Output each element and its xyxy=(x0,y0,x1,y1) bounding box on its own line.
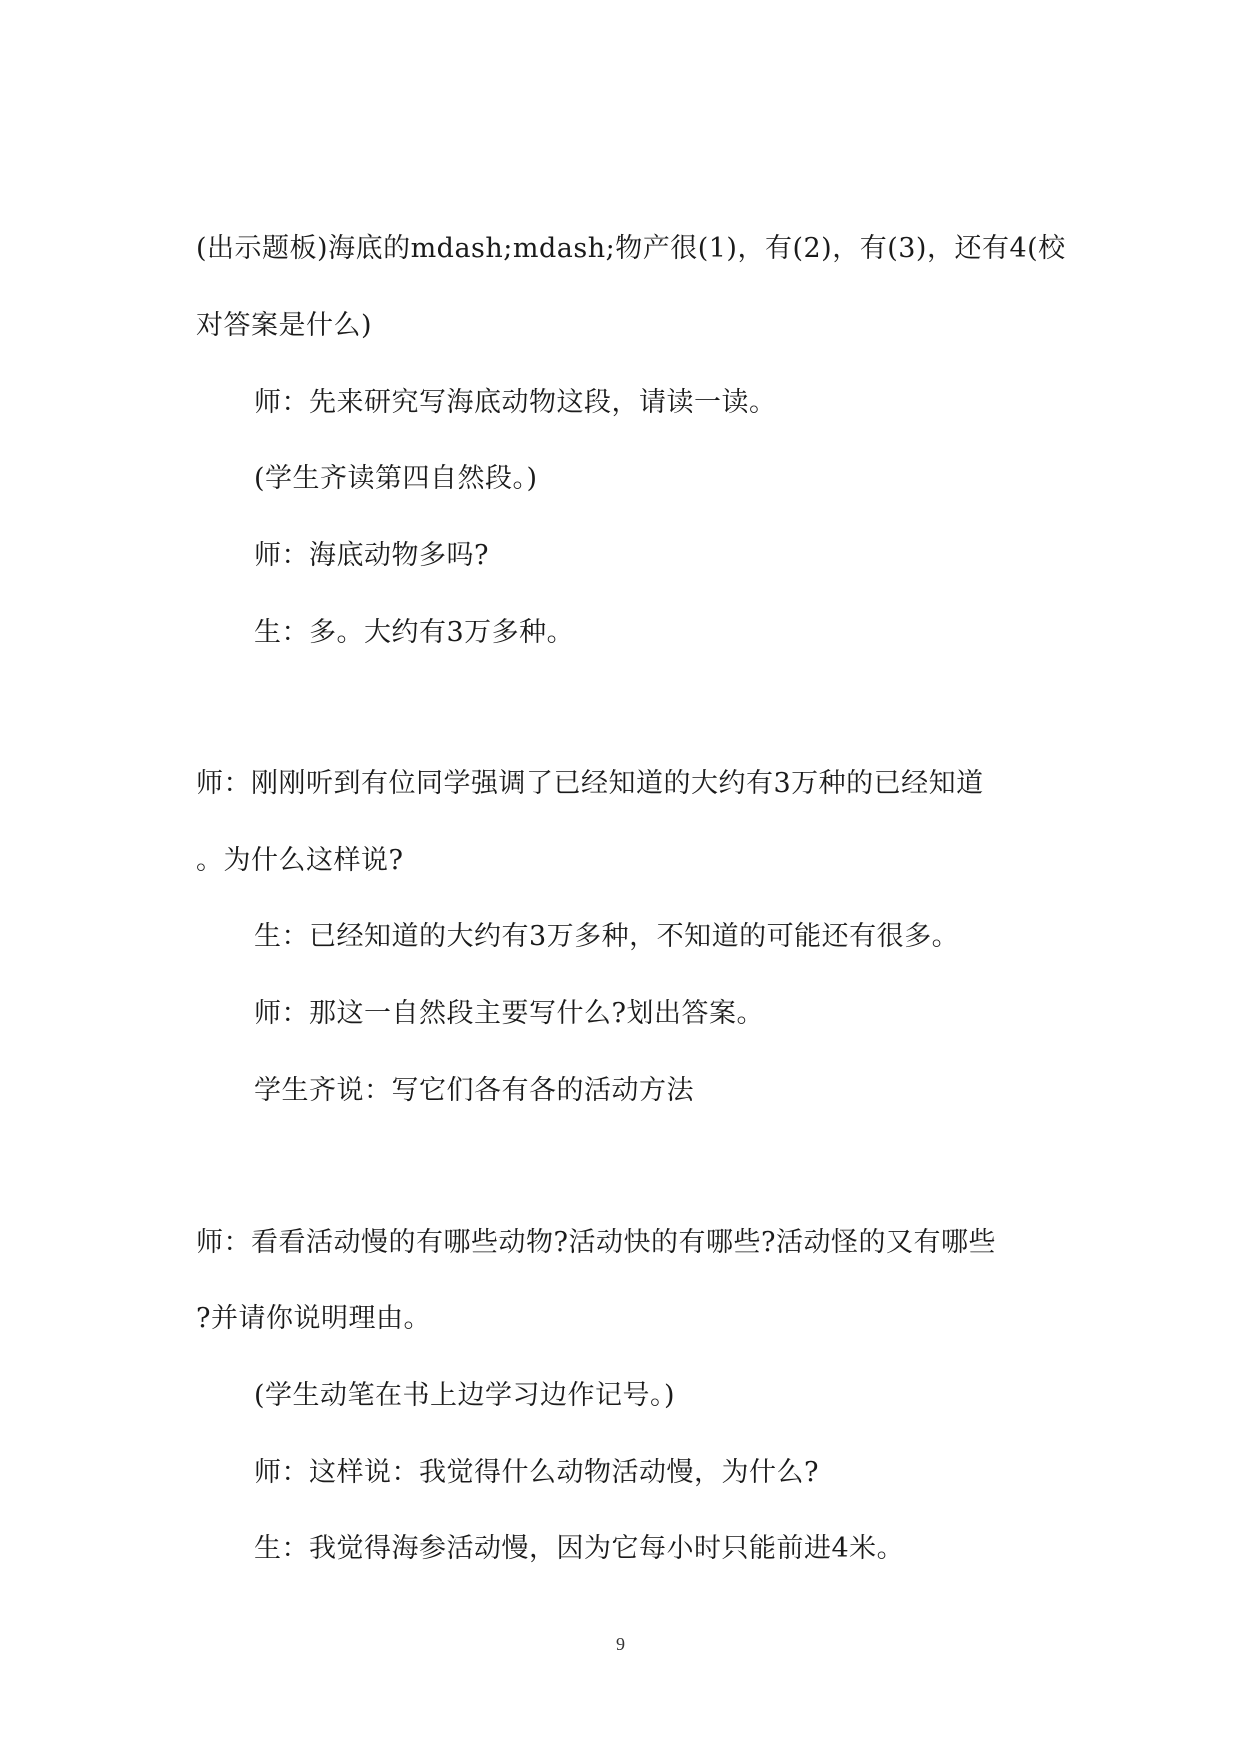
text-line: 师：海底动物多吗? xyxy=(254,540,489,571)
text-line: 师：刚刚听到有位同学强调了已经知道的大约有3万种的已经知道 xyxy=(196,768,984,799)
text-line: (学生齐读第四自然段。) xyxy=(254,463,538,494)
text-line: 生：已经知道的大约有3万多种，不知道的可能还有很多。 xyxy=(254,921,960,952)
text-line: (学生动笔在书上边学习边作记号。) xyxy=(254,1380,676,1411)
text-line: 师：那这一自然段主要写什么?划出答案。 xyxy=(254,998,764,1029)
text-line: 师：先来研究写海底动物这段，请读一读。 xyxy=(254,387,777,418)
text-line: 师：看看活动慢的有哪些动物?活动快的有哪些?活动怪的又有哪些 xyxy=(196,1227,996,1258)
text-line: 对答案是什么) xyxy=(196,310,373,341)
text-line: ?并请你说明理由。 xyxy=(196,1303,431,1334)
text-line: 。为什么这样说? xyxy=(196,845,404,876)
text-line: 师：这样说：我觉得什么动物活动慢，为什么? xyxy=(254,1457,819,1488)
text-line: 学生齐说：写它们各有各的活动方法 xyxy=(254,1075,694,1106)
text-line: 生：多。大约有3万多种。 xyxy=(254,617,575,648)
page-number: 9 xyxy=(616,1634,625,1654)
text-line: (出示题板)海底的mdash;mdash;物产很(1)，有(2)，有(3)，还有4(校 xyxy=(196,233,1066,264)
text-line: 生：我觉得海参活动慢，因为它每小时只能前进4米。 xyxy=(254,1533,905,1564)
